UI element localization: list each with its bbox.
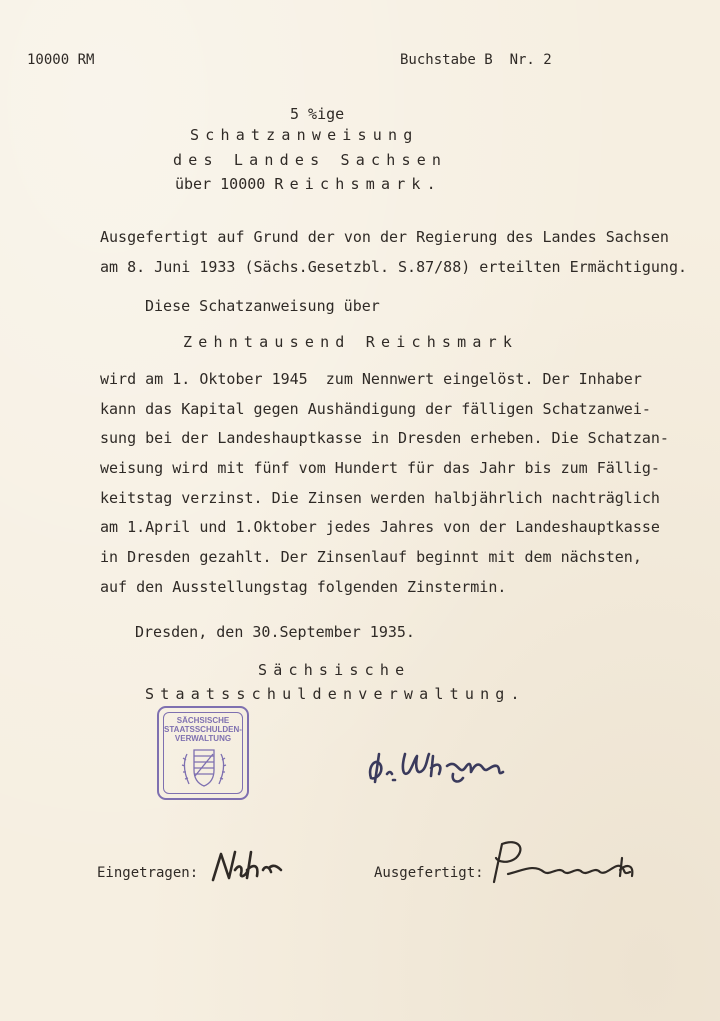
- title-interest-rate: 5 %ige: [290, 105, 345, 123]
- terms-line-8: auf den Ausstellungstag folgenden Zinstermin.: [100, 578, 507, 596]
- intro-text: Diese Schatzanweisung über: [145, 297, 380, 315]
- terms-line-7: in Dresden gezahlt. Der Zinsenlauf beginnt mit dem nächsten,: [100, 548, 642, 566]
- stamp-text: SÄCHSISCHE STAATSSCHULDEN- VERWALTUNG: [164, 716, 242, 743]
- registered-label: Eingetragen:: [97, 865, 199, 881]
- authorization-line-1: Ausgefertigt auf Grund der von der Regierung des Landes Sachsen: [100, 228, 669, 246]
- issuer-line-2: Staatsschuldenverwaltung.: [145, 685, 526, 703]
- terms-line-6: am 1.April und 1.Oktober jedes Jahres von der Landeshauptkasse: [100, 518, 660, 536]
- terms-line-2: kann das Kapital gegen Aushändigung der fälligen Schatzanwei-: [100, 400, 651, 418]
- terms-line-4: weisung wird mit fünf vom Hundert für das Jahr bis zum Fällig-: [100, 459, 660, 477]
- terms-line-3: sung bei der Landeshauptkasse in Dresden erheben. Die Schatzan-: [100, 429, 669, 447]
- issuer-line-1: Sächsische: [258, 661, 411, 679]
- amount-in-words: Zehntausend Reichsmark: [183, 333, 519, 351]
- director-signature: [365, 744, 515, 790]
- terms-line-5: keitstag verzinst. Die Zinsen werden halbjährlich nachträglich: [100, 489, 660, 507]
- header-amount: 10000 RM: [27, 52, 95, 68]
- issued-label: Ausgefertigt:: [374, 865, 484, 881]
- registrar-signature: [207, 846, 295, 886]
- terms-line-1: wird am 1. Oktober 1945 zum Nennwert eingelöst. Der Inhaber: [100, 370, 642, 388]
- title-document-type: Schatzanweisung: [190, 126, 419, 144]
- place-and-date: Dresden, den 30.September 1935.: [135, 623, 415, 641]
- title-amount-prefix: über 10000: [175, 175, 275, 193]
- coat-of-arms-icon: [177, 746, 231, 792]
- header-series-number: Buchstabe B Nr. 2: [400, 52, 552, 68]
- authorization-line-2: am 8. Juni 1933 (Sächs.Gesetzbl. S.87/88) erteilten Ermächtigung.: [100, 258, 687, 276]
- issuer-signature: [484, 836, 644, 888]
- official-stamp: [157, 706, 249, 800]
- title-amount-currency: Reichsmark.: [274, 175, 442, 193]
- title-issuer-state: des Landes Sachsen: [173, 151, 448, 169]
- title-amount: [175, 174, 442, 194]
